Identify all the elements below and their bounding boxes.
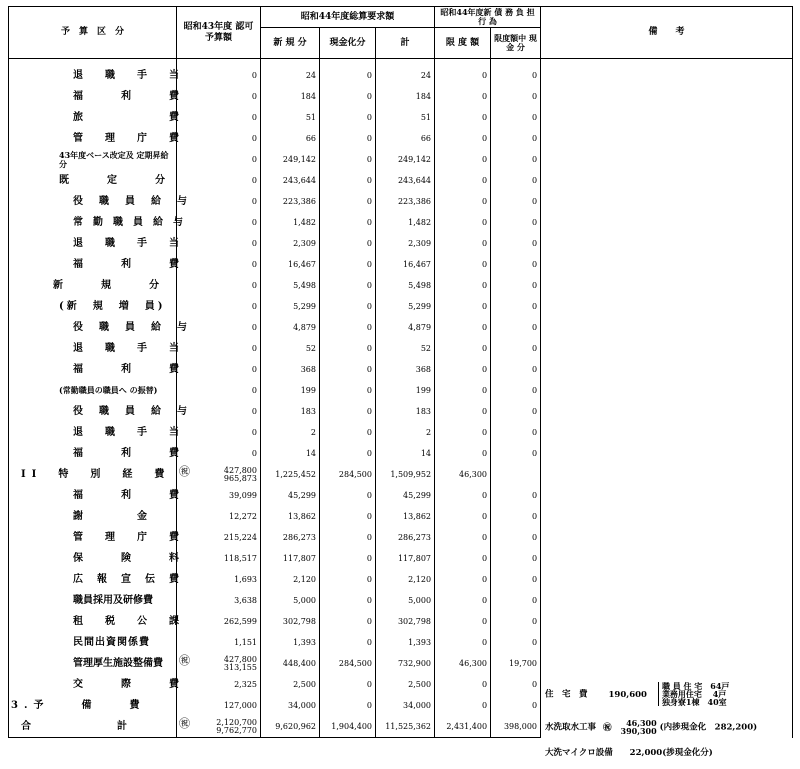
row-total: 1,482 [376, 212, 435, 233]
row-prev-top: 427,800 [223, 654, 257, 664]
row-prev-bottom: 9,762,770 [216, 725, 257, 735]
row-total: 5,000 [376, 590, 435, 611]
row-new: 1,482 [261, 212, 320, 233]
row-cash: 0 [491, 506, 541, 527]
row-conv: 0 [320, 212, 376, 233]
row-total: 183 [376, 401, 435, 422]
row-new: 302,798 [261, 611, 320, 632]
row-prev: 39,099 [177, 485, 261, 506]
housing-item: 業務用住宅 4戸 [661, 689, 727, 699]
row-cash: 0 [491, 275, 541, 296]
row-prev-bottom: 313,155 [223, 662, 257, 672]
header-debt-group: 昭和44年度新 債 務 負 担 行 為 [435, 7, 541, 28]
header-new: 新 規 分 [261, 28, 320, 59]
row-cash: 0 [491, 569, 541, 590]
row-label: 3.予 備 費 [9, 695, 177, 716]
row-total: 249,142 [376, 149, 435, 170]
row-label: II 特 別 経 費 [9, 464, 177, 485]
row-conv: 0 [320, 674, 376, 695]
row-cash: 0 [491, 296, 541, 317]
water-remark [545, 719, 757, 735]
row-limit: 0 [435, 401, 491, 422]
row-cash [491, 464, 541, 485]
row-label: 退 職 手 当 [9, 233, 177, 254]
row-new: 34,000 [261, 695, 320, 716]
water-amount-bottom: 390,300 [620, 726, 657, 736]
row-total: 4,879 [376, 317, 435, 338]
row-total: 223,386 [376, 191, 435, 212]
row-limit: 0 [435, 632, 491, 653]
row-new: 2,309 [261, 233, 320, 254]
row-prev: 0 [177, 359, 261, 380]
row-label: 43年度ベース改定及 定期昇給分 [9, 149, 177, 170]
row-prev: 0 [177, 59, 261, 87]
row-new: 199 [261, 380, 320, 401]
row-new: 5,299 [261, 296, 320, 317]
row-label: 民間出資関係費 [9, 632, 177, 653]
row-total: 243,644 [376, 170, 435, 191]
row-total: 117,807 [376, 548, 435, 569]
row-new: 183 [261, 401, 320, 422]
row-limit: 0 [435, 548, 491, 569]
row-cash: 0 [491, 422, 541, 443]
row-prev: 0 [177, 317, 261, 338]
row-limit: 46,300 [435, 653, 491, 674]
row-limit: 0 [435, 212, 491, 233]
row-limit: 0 [435, 569, 491, 590]
row-prev: 0 [177, 401, 261, 422]
row-label: 福 利 費 [9, 359, 177, 380]
row-limit: 0 [435, 275, 491, 296]
row-limit: 0 [435, 359, 491, 380]
row-conv: 0 [320, 422, 376, 443]
row-label: 管 理 庁 費 [9, 128, 177, 149]
row-total: 52 [376, 338, 435, 359]
row-limit: 0 [435, 527, 491, 548]
row-label: 管 理 庁 費 [9, 527, 177, 548]
row-limit: 0 [435, 191, 491, 212]
water-amounts [621, 719, 657, 735]
row-cash: 0 [491, 548, 541, 569]
row-cash: 0 [491, 359, 541, 380]
row-prev: 215,224 [177, 527, 261, 548]
row-conv: 0 [320, 632, 376, 653]
row-conv: 0 [320, 233, 376, 254]
row-conv: 0 [320, 275, 376, 296]
row-limit: 0 [435, 128, 491, 149]
row-limit: 0 [435, 149, 491, 170]
table-row [9, 59, 793, 87]
row-prev: 0 [177, 338, 261, 359]
row-conv: 0 [320, 149, 376, 170]
row-conv: 0 [320, 359, 376, 380]
row-new: 13,862 [261, 506, 320, 527]
row-new: 1,393 [261, 632, 320, 653]
row-new: 14 [261, 443, 320, 464]
row-limit: 0 [435, 590, 491, 611]
row-cash: 0 [491, 233, 541, 254]
row-prev: 0 [177, 296, 261, 317]
row-limit: 0 [435, 506, 491, 527]
row-conv: 0 [320, 296, 376, 317]
row-cash: 0 [491, 380, 541, 401]
row-total: 5,299 [376, 296, 435, 317]
row-prev: 1,693 [177, 569, 261, 590]
header-limit: 限 度 額 [435, 28, 491, 59]
row-total: 66 [376, 128, 435, 149]
row-new: 184 [261, 86, 320, 107]
row-label: 福 利 費 [9, 86, 177, 107]
row-total: 14 [376, 443, 435, 464]
row-total: 368 [376, 359, 435, 380]
row-cash: 19,700 [491, 653, 541, 674]
row-new: 243,644 [261, 170, 320, 191]
row-limit: 0 [435, 107, 491, 128]
row-conv: 0 [320, 128, 376, 149]
row-limit: 0 [435, 254, 491, 275]
row-conv: 0 [320, 590, 376, 611]
water-mark: ㊗ [603, 722, 612, 733]
row-cash: 0 [491, 191, 541, 212]
row-prev: 0 [177, 107, 261, 128]
row-limit: 46,300 [435, 464, 491, 485]
row-conv: 0 [320, 59, 376, 87]
row-prev: 0 [177, 170, 261, 191]
housing-items [658, 682, 730, 706]
row-limit: 0 [435, 380, 491, 401]
row-prev: 262,599 [177, 611, 261, 632]
housing-item: 独身寮1棟 40室 [661, 697, 727, 707]
row-prev: 0 [177, 212, 261, 233]
row-limit: 0 [435, 443, 491, 464]
row-prev: 0 [177, 254, 261, 275]
row-conv: 0 [320, 695, 376, 716]
row-prev [177, 716, 261, 738]
row-total: 2 [376, 422, 435, 443]
row-prev: 0 [177, 443, 261, 464]
budget-table [8, 6, 793, 758]
header-category: 予 算 区 分 [9, 7, 177, 59]
row-total: 1,509,952 [376, 464, 435, 485]
row-new: 52 [261, 338, 320, 359]
row-label: 管理厚生施設整備費 [9, 653, 177, 674]
header-request-group: 昭和44年度総算要求額 [261, 7, 435, 28]
row-label: 新 規 分 [9, 275, 177, 296]
row-limit: 0 [435, 422, 491, 443]
row-prev: 0 [177, 86, 261, 107]
row-new: 448,400 [261, 653, 320, 674]
row-limit: 0 [435, 674, 491, 695]
seal-mark: ㊗ [179, 717, 190, 730]
row-new: 1,225,452 [261, 464, 320, 485]
row-prev: 0 [177, 422, 261, 443]
housing-item: 職 員 住 宅 64戸 [661, 681, 730, 691]
row-cash: 0 [491, 401, 541, 422]
row-label: 退 職 手 当 [9, 59, 177, 87]
row-prev: 0 [177, 275, 261, 296]
row-limit: 0 [435, 296, 491, 317]
row-cash: 0 [491, 128, 541, 149]
row-cash: 0 [491, 59, 541, 87]
row-cash: 0 [491, 674, 541, 695]
row-limit: 0 [435, 86, 491, 107]
seal-mark: ㊗ [179, 465, 190, 478]
row-conv: 1,904,400 [320, 716, 376, 738]
row-new: 16,467 [261, 254, 320, 275]
row-prev: 118,517 [177, 548, 261, 569]
row-cash: 0 [491, 485, 541, 506]
header-remarks: 備 考 [541, 7, 793, 59]
row-prev: 0 [177, 233, 261, 254]
row-total: 732,900 [376, 653, 435, 674]
row-conv: 0 [320, 191, 376, 212]
header-total: 計 [376, 28, 435, 59]
row-total: 13,862 [376, 506, 435, 527]
row-conv: 0 [320, 107, 376, 128]
row-total: 286,273 [376, 527, 435, 548]
header-conversion: 現金化分 [320, 28, 376, 59]
row-cash: 0 [491, 338, 541, 359]
row-conv: 0 [320, 401, 376, 422]
row-conv: 0 [320, 317, 376, 338]
row-prev: 3,638 [177, 590, 261, 611]
water-label: 水洗取水工事 [545, 722, 597, 733]
microwave-remark [545, 749, 713, 758]
row-limit: 2,431,400 [435, 716, 491, 738]
row-new: 66 [261, 128, 320, 149]
row-total: 302,798 [376, 611, 435, 632]
microwave-label: 大洗マイクロ設備 [545, 748, 613, 758]
row-label: 福 利 費 [9, 485, 177, 506]
row-conv: 0 [320, 338, 376, 359]
row-prev: 0 [177, 380, 261, 401]
row-conv: 0 [320, 527, 376, 548]
row-label: (新 規 増 員) [9, 296, 177, 317]
row-cash: 0 [491, 170, 541, 191]
row-label: 役 職 員 給 与 [9, 401, 177, 422]
row-label: 保 険 料 [9, 548, 177, 569]
row-label: 旅 費 [9, 107, 177, 128]
header-cash-in-limit: 限度額中 現 金 分 [491, 28, 541, 59]
row-cash: 0 [491, 254, 541, 275]
row-cash: 0 [491, 695, 541, 716]
row-prev-bottom: 965,873 [223, 473, 257, 483]
row-label: 退 職 手 当 [9, 338, 177, 359]
row-new: 249,142 [261, 149, 320, 170]
row-conv: 0 [320, 569, 376, 590]
row-new: 24 [261, 59, 320, 87]
row-label: 職員採用及研修費 [9, 590, 177, 611]
row-limit: 0 [435, 233, 491, 254]
row-new: 223,386 [261, 191, 320, 212]
row-label: 交 際 費 [9, 674, 177, 695]
row-label: 合 計 [9, 716, 177, 738]
row-prev [177, 464, 261, 485]
row-new: 5,000 [261, 590, 320, 611]
row-conv: 0 [320, 380, 376, 401]
row-total: 2,120 [376, 569, 435, 590]
row-total: 5,498 [376, 275, 435, 296]
row-prev: 0 [177, 128, 261, 149]
row-conv: 0 [320, 443, 376, 464]
row-cash: 0 [491, 317, 541, 338]
row-cash: 0 [491, 632, 541, 653]
row-new: 368 [261, 359, 320, 380]
row-conv: 284,500 [320, 653, 376, 674]
row-prev-top: 427,800 [223, 465, 257, 475]
row-new: 45,299 [261, 485, 320, 506]
microwave-amount: 22,000(捗現金化分) [629, 748, 713, 758]
row-cash: 0 [491, 107, 541, 128]
row-prev: 0 [177, 149, 261, 170]
row-prev: 127,000 [177, 695, 261, 716]
row-label: 租 税 公 課 [9, 611, 177, 632]
row-total: 11,525,362 [376, 716, 435, 738]
row-prev: 0 [177, 191, 261, 212]
row-total: 184 [376, 86, 435, 107]
row-new: 5,498 [261, 275, 320, 296]
row-prev: 12,272 [177, 506, 261, 527]
row-prev: 1,151 [177, 632, 261, 653]
row-new: 4,879 [261, 317, 320, 338]
row-total: 1,393 [376, 632, 435, 653]
remarks-column [541, 59, 793, 758]
housing-amount: 190,600 [608, 689, 647, 700]
row-cash: 0 [491, 212, 541, 233]
row-conv: 0 [320, 548, 376, 569]
row-new: 9,620,962 [261, 716, 320, 738]
row-limit: 0 [435, 695, 491, 716]
row-label: 福 利 費 [9, 443, 177, 464]
row-new: 2 [261, 422, 320, 443]
water-amount-top: 46,300 [626, 718, 657, 728]
row-label: 広 報 宣 伝 費 [9, 569, 177, 590]
row-cash: 0 [491, 86, 541, 107]
header-prev-year: 昭和43年度 認可予算額 [177, 7, 261, 59]
row-label: 退 職 手 当 [9, 422, 177, 443]
row-total: 16,467 [376, 254, 435, 275]
row-total: 51 [376, 107, 435, 128]
row-new: 117,807 [261, 548, 320, 569]
row-cash: 0 [491, 590, 541, 611]
row-cash: 398,000 [491, 716, 541, 738]
row-limit: 0 [435, 317, 491, 338]
row-cash: 0 [491, 611, 541, 632]
row-label: 常 勤 職 員 給 与 [9, 212, 177, 233]
row-label: 既 定 分 [9, 170, 177, 191]
row-limit: 0 [435, 611, 491, 632]
row-total: 34,000 [376, 695, 435, 716]
row-cash: 0 [491, 149, 541, 170]
row-total: 2,309 [376, 233, 435, 254]
row-conv: 0 [320, 611, 376, 632]
row-conv: 0 [320, 170, 376, 191]
row-new: 2,120 [261, 569, 320, 590]
row-conv: 284,500 [320, 464, 376, 485]
row-limit: 0 [435, 59, 491, 87]
row-total: 199 [376, 380, 435, 401]
row-limit: 0 [435, 338, 491, 359]
row-new: 2,500 [261, 674, 320, 695]
row-total: 45,299 [376, 485, 435, 506]
row-label: (常勤職員の職員へ の振替) [9, 380, 177, 401]
row-new: 51 [261, 107, 320, 128]
row-label: 役 職 員 給 与 [9, 317, 177, 338]
row-label: 福 利 費 [9, 254, 177, 275]
row-total: 24 [376, 59, 435, 87]
water-note: (内捗現金化 282,200) [659, 722, 758, 733]
row-cash: 0 [491, 527, 541, 548]
row-label: 謝 金 [9, 506, 177, 527]
row-conv: 0 [320, 254, 376, 275]
row-label: 役 職 員 給 与 [9, 191, 177, 212]
row-new: 286,273 [261, 527, 320, 548]
row-prev: 2,325 [177, 674, 261, 695]
row-cash: 0 [491, 443, 541, 464]
row-conv: 0 [320, 506, 376, 527]
row-prev-top: 2,120,700 [216, 717, 257, 727]
row-limit: 0 [435, 170, 491, 191]
row-conv: 0 [320, 86, 376, 107]
seal-mark: ㊗ [179, 654, 190, 667]
housing-remark [545, 682, 729, 706]
row-limit: 0 [435, 485, 491, 506]
housing-label: 住 宅 費 [545, 689, 588, 700]
row-prev [177, 653, 261, 674]
row-total: 2,500 [376, 674, 435, 695]
row-conv: 0 [320, 485, 376, 506]
